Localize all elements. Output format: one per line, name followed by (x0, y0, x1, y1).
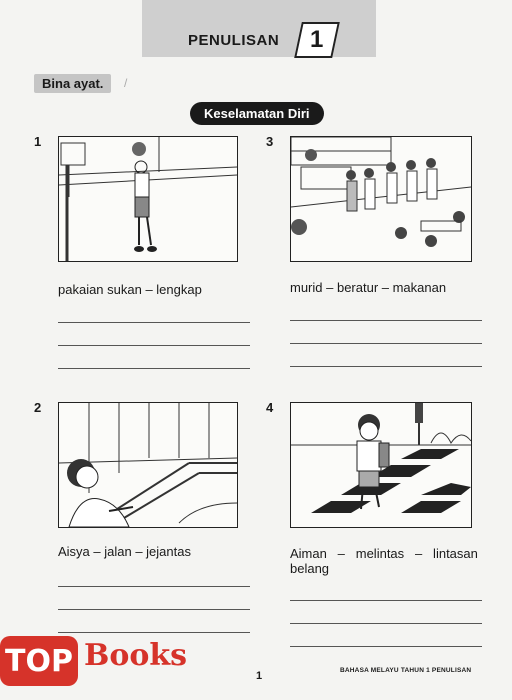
question-number-4: 4 (266, 400, 274, 415)
watermark-logo (0, 636, 78, 686)
answer-line[interactable] (58, 345, 250, 346)
answer-line[interactable] (290, 600, 482, 601)
decorative-slash: / (124, 76, 128, 90)
question-number-1: 1 (34, 134, 42, 149)
page-number: 1 (256, 670, 263, 682)
question-prompt-4-line1: Aiman – melintas – lintasan (290, 546, 478, 561)
question-number-3: 3 (266, 134, 274, 149)
answer-line[interactable] (58, 632, 250, 633)
answer-line[interactable] (58, 322, 250, 323)
question-prompt-1: pakaian sukan – lengkap (58, 282, 202, 297)
instruction-label: Bina ayat. (34, 74, 111, 93)
watermark-top: TOP (5, 643, 73, 679)
unit-number-box (294, 22, 340, 58)
unit-number: 1 (310, 26, 324, 53)
answer-line[interactable] (290, 320, 482, 321)
answer-line[interactable] (58, 609, 250, 610)
answer-line[interactable] (290, 366, 482, 367)
question-prompt-4 (290, 546, 480, 576)
question-number-2: 2 (34, 400, 42, 415)
question-prompt-4-line2: belang (290, 561, 330, 576)
question-prompt-2: Aisya – jalan – jejantas (58, 544, 191, 559)
answer-line[interactable] (58, 586, 250, 587)
illustration-canteen-queue (290, 136, 472, 262)
answer-line[interactable] (290, 343, 482, 344)
answer-line[interactable] (290, 623, 482, 624)
question-prompt-3: murid – beratur – makanan (290, 280, 447, 295)
book-title: BAHASA MELAYU TAHUN 1 PENULISAN (340, 667, 472, 674)
illustration-zebra-crossing (290, 402, 472, 528)
answer-line[interactable] (290, 646, 482, 647)
topic-title: Keselamatan Diri (190, 102, 324, 125)
answer-line[interactable] (58, 368, 250, 369)
illustration-overhead-bridge (58, 402, 238, 528)
watermark-books: Books (84, 638, 188, 673)
illustration-basketball (58, 136, 238, 262)
page-title: PENULISAN (188, 32, 280, 49)
